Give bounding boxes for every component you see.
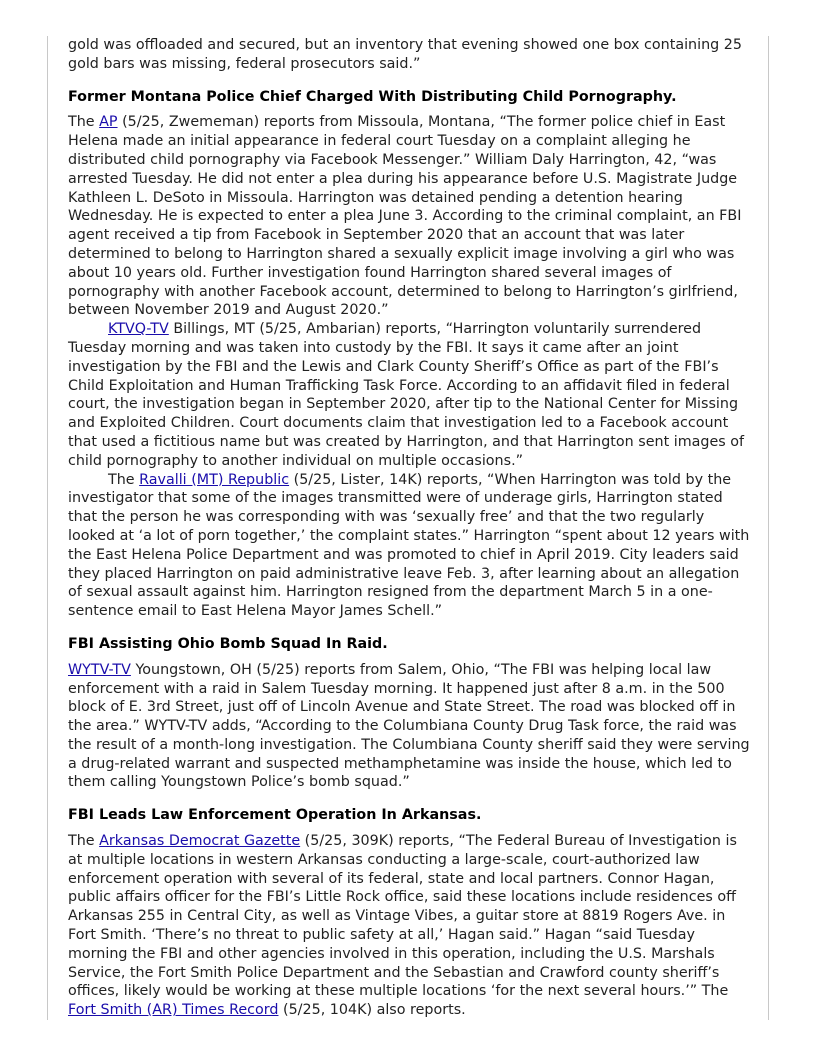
article-ohio-raid [68, 635, 752, 792]
article-paragraph: KTVQ-TV Billings, MT (5/25, Ambarian) reports, “Harrington voluntarily surrendered Tuesday morning and was taken into custody by the FBI. It says it came after an joint investigation by the FBI and the Lewis and Clark County Sheriff’s Office as part of the FBI’s Child Exploitation and Human Trafficking Task Force. According to an affidavit filed in federal court, the investigation began in September 2020, after tip to the National Center for Missing and Exploited Children. Court documents claim that investigation led to a Facebook account that used a fictitious name but was created by Harrington, and that Harrington sent images of child pornography to another individual on multiple occasions.” [68, 321, 745, 469]
document-page [68, 36, 752, 1020]
source-link-arkansas-democrat-gazette[interactable]: Arkansas Democrat Gazette [99, 833, 301, 850]
source-link-ap[interactable]: AP [99, 114, 118, 131]
article-headline: FBI Assisting Ohio Bomb Squad In Raid. [68, 635, 388, 652]
article-montana [68, 88, 752, 621]
left-margin-rule [47, 36, 48, 1020]
article-paragraph: The Ravalli (MT) Republic (5/25, Lister, 14K) reports, “When Harrington was told by the investigator that some of the images transmitted were of underage girls, Harrington stated that the person he was corresponding with was ‘sexually free’ and that the two regularly looked at ‘a lot of porn together,’ the complaint states.” Harrington “spent about 12 years with the East Helena Police Department and was promoted to chief in April 2019. City leaders said they placed Harrington on paid administrative leave Feb. 3, after learning about an allegation of sexual assault against him. Harrington resigned from the department March 5 in a one-sentence email to East Helena Mayor James Schell.” [68, 471, 750, 620]
article-headline: Former Montana Police Chief Charged With Distributing Child Pornography. [68, 88, 677, 105]
source-link-wytv[interactable]: WYTV-TV [68, 661, 131, 678]
article-paragraph: WYTV-TV Youngstown, OH (5/25) reports from Salem, Ohio, “The FBI was helping local law enforcement with a raid in Salem Tuesday morning. It happened just after 8 a.m. in the 500 block of E. 3rd Street, just off of Lincoln Avenue and State Street. The road was blocked off in the area.” WYTV-TV adds, “According to the Columbiana County Drug Task force, the raid was the result of a month-long investigation. The Columbiana County sheriff said they were serving a drug-related warrant and suspected methamphetamine was inside the house, which led to them calling Youngstown Police’s bomb squad.” [68, 661, 750, 791]
right-margin-rule [768, 36, 769, 1020]
article-paragraph: The AP (5/25, Zwememan) reports from Missoula, Montana, “The former police chief in East Helena made an initial appearance in federal court Tuesday on a complaint alleging he distributed child pornography via Facebook Messenger.” William Daly Harrington, 42, “was arrested Tuesday. He did not enter a plea during his appearance before U.S. Magistrate Judge Kathleen L. DeSoto in Missoula. Harrington was detained pending a detention hearing Wednesday. He is expected to enter a plea June 3. According to the criminal complaint, an FBI agent received a tip from Facebook in September 2020 that an account that was later determined to belong to Harrington shared a sexually explicit image involving a girl who was about 10 years old. Further investigation found Harrington shared several images of pornography with another Facebook account, determined to belong to Harrington’s girlfriend, between November 2019 and August 2020.” [68, 114, 742, 319]
article-paragraph: The Arkansas Democrat Gazette (5/25, 309K) reports, “The Federal Bureau of Investigation is at multiple locations in western Arkansas conducting a large-scale, court-authorized law enforcement operation with several of its federal, state and local partners. Connor Hagan, public affairs officer for the FBI’s Little Rock office, said these locations include residences off Arkansas 255 in Central City, as well as Vintage Vibes, a guitar store at 8819 Rogers Ave. in Fort Smith. ‘There’s no threat to public safety at all,’ Hagan said.” Hagan “said Tuesday morning the FBI and other agencies involved in this operation, including the U.S. Marshals Service, the Fort Smith Police Department and the Sebastian and Crawford county sheriff’s offices, likely would be working at these multiple locations ‘for the next several hours.’” The Fort Smith (AR) Times Record (5/25, 104K) also reports. [68, 833, 737, 1019]
source-link-fort-smith-times-record[interactable]: Fort Smith (AR) Times Record [68, 1002, 279, 1019]
source-link-ktvq[interactable]: KTVQ-TV [108, 321, 169, 338]
article-arkansas [68, 806, 752, 1020]
intro-paragraph: gold was offloaded and secured, but an inventory that evening showed one box containing 25 gold bars was missing, federal prosecutors said.” [68, 37, 742, 72]
article-headline: FBI Leads Law Enforcement Operation In Arkansas. [68, 807, 482, 824]
source-link-ravalli-republic[interactable]: Ravalli (MT) Republic [139, 471, 290, 488]
